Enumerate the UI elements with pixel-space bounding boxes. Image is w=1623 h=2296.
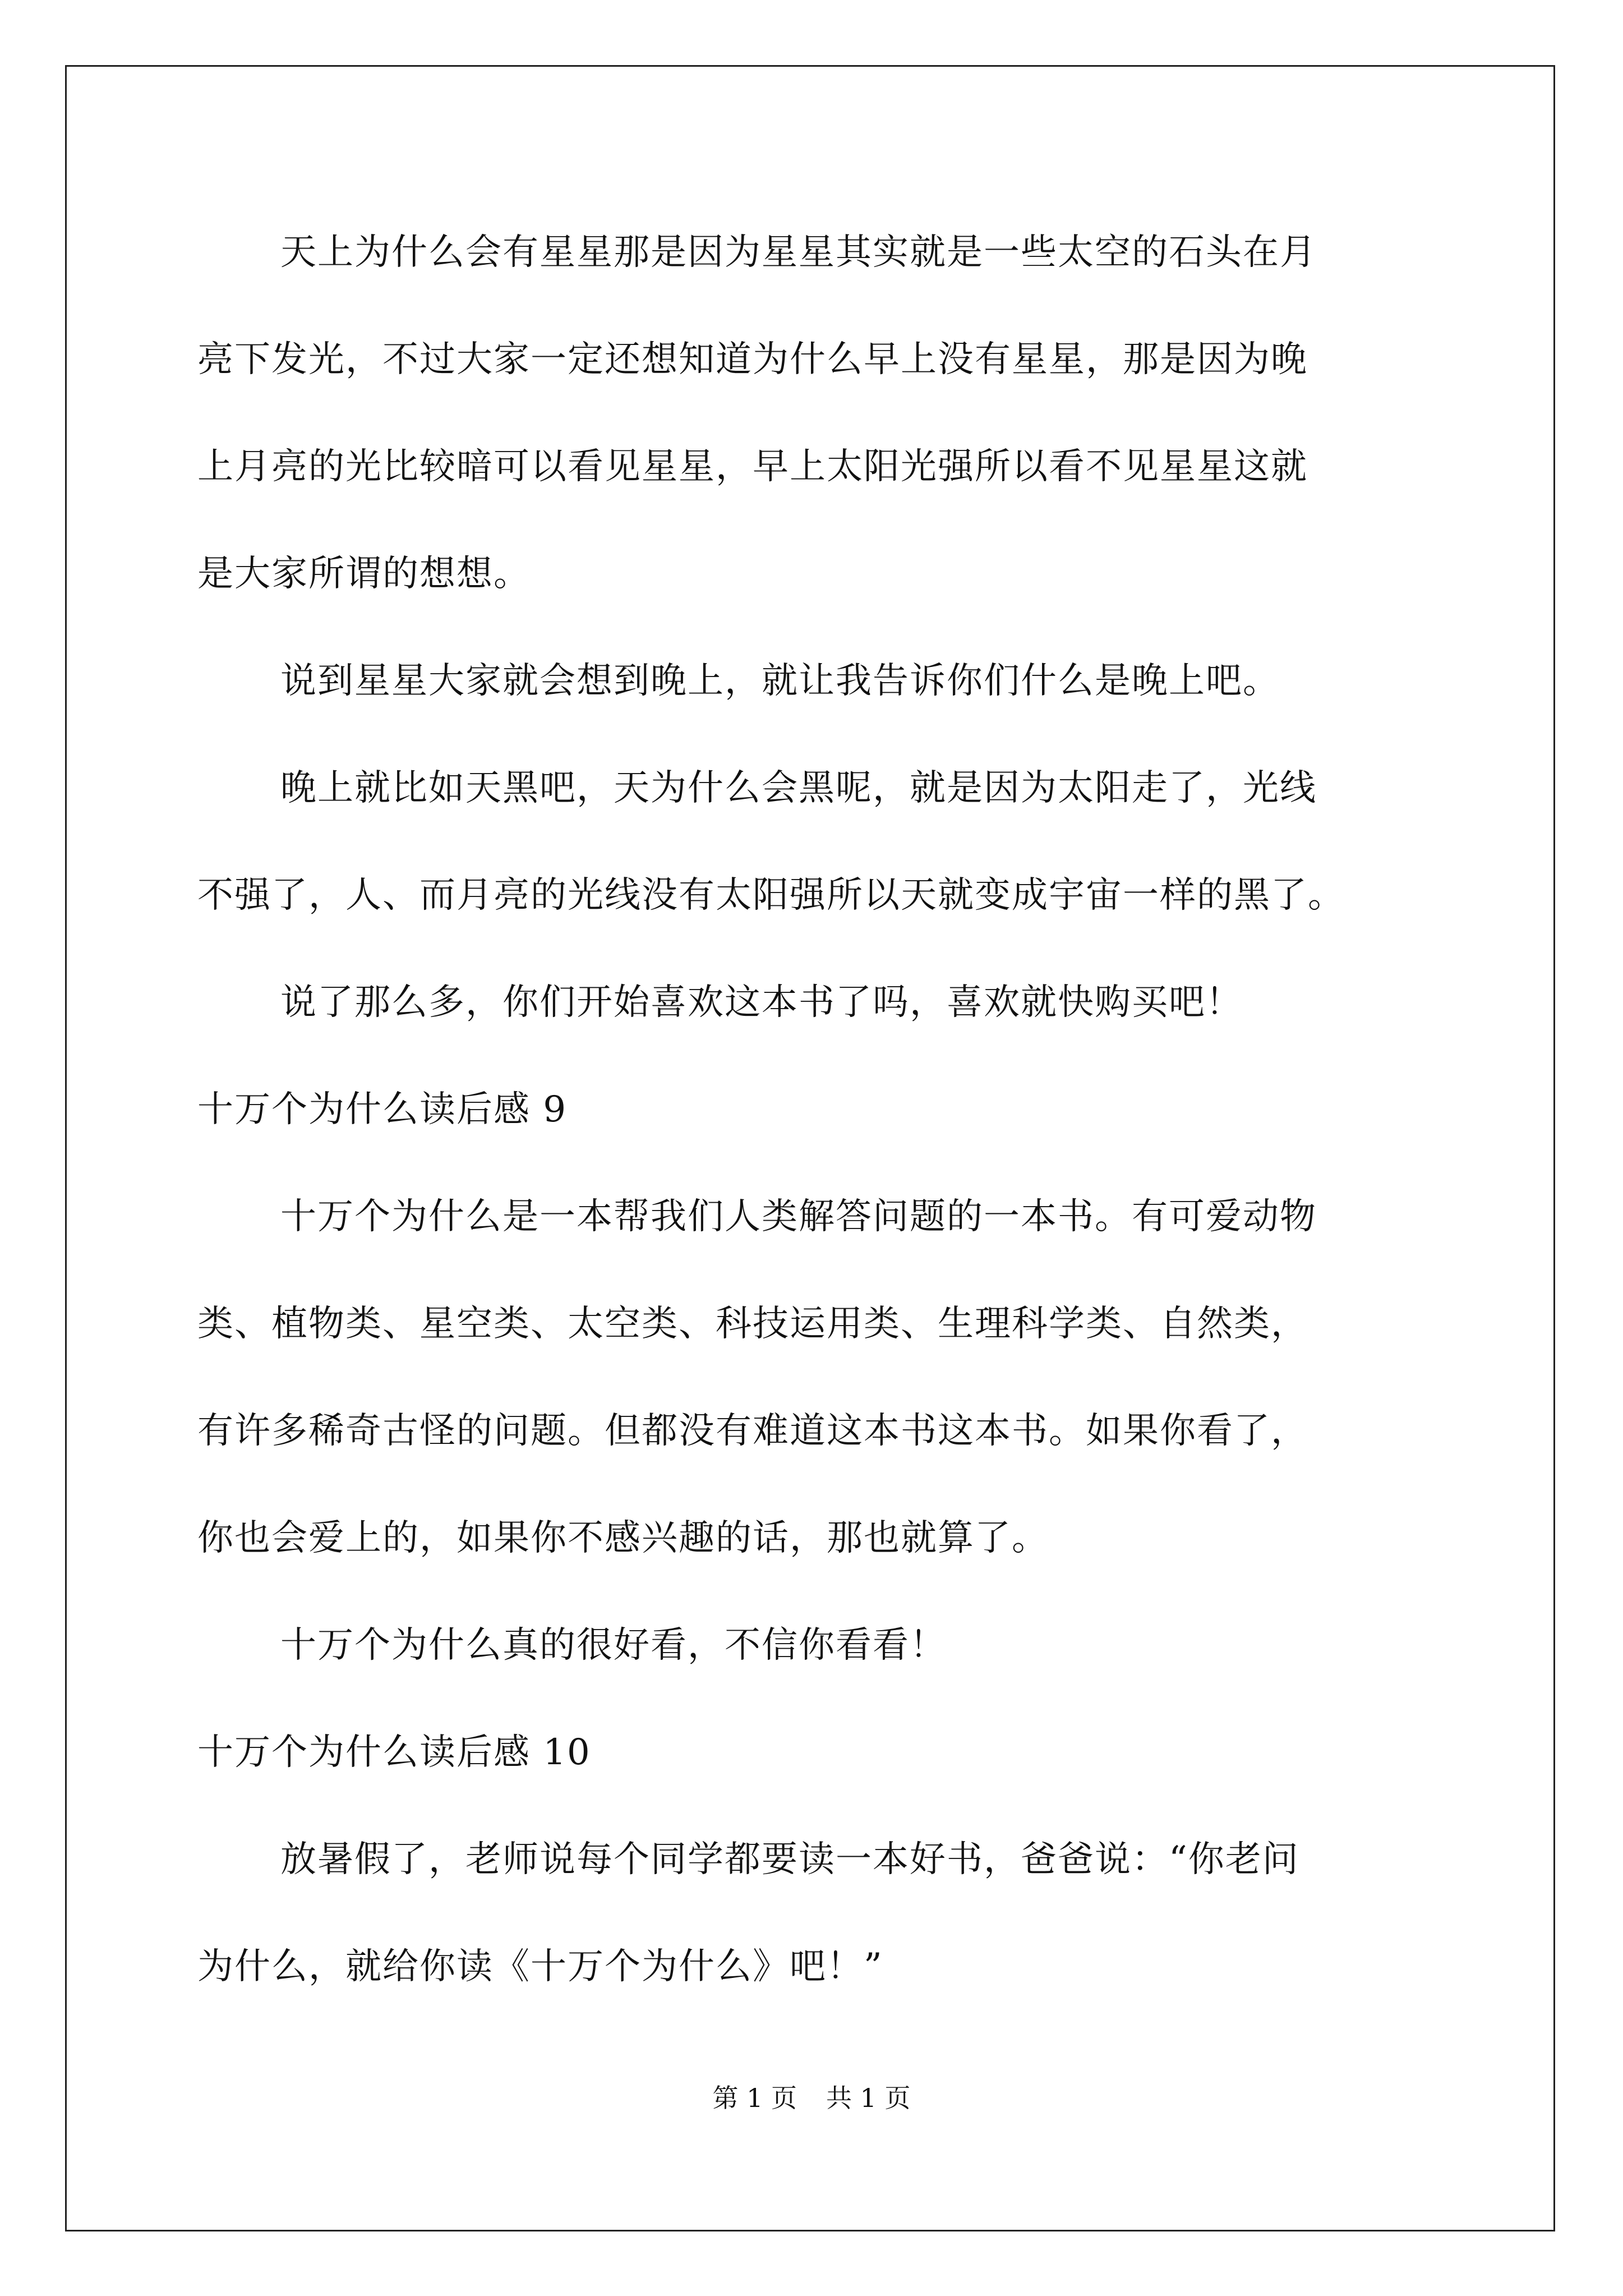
page-total: 共 1 页 (826, 2083, 911, 2113)
page-number: 第 1 页 (712, 2083, 797, 2113)
page-footer (0, 2081, 1623, 2115)
section-heading: 十万个为什么读后感 9 (197, 1089, 568, 1130)
document-body (197, 219, 1459, 2040)
text-line: 十万个为什么真的很好看，不信你看看！ (280, 1625, 947, 1666)
text-line: 是大家所谓的想想。 (197, 553, 531, 595)
text-line: 放暑假了，老师说每个同学都要读一本好书，爸爸说：“你老问 (280, 1839, 1299, 1880)
text-line: 晚上就比如天黑吧，天为什么会黑呢，就是因为太阳走了，光线 (280, 767, 1317, 809)
text-line: 十万个为什么是一本帮我们人类解答问题的一本书。有可爱动物 (280, 1196, 1317, 1237)
text-line: 天上为什么会有星星那是因为星星其实就是一些太空的石头在月 (280, 232, 1317, 273)
text-line: 亮下发光，不过大家一定还想知道为什么早上没有星星，那是因为晚 (197, 339, 1308, 380)
text-line: 说到星星大家就会想到晚上，就让我告诉你们什么是晚上吧。 (280, 660, 1280, 702)
text-line: 为什么，就给你读《十万个为什么》吧！” (197, 1946, 883, 1987)
text-line: 上月亮的光比较暗可以看见星星，早上太阳光强所以看不见星星这就 (197, 446, 1308, 487)
text-line: 类、植物类、星空类、太空类、科技运用类、生理科学类、自然类， (197, 1303, 1308, 1345)
section-heading: 十万个为什么读后感 10 (197, 1732, 591, 1773)
text-line: 你也会爱上的，如果你不感兴趣的话，那也就算了。 (197, 1517, 1049, 1559)
text-line: 不强了，人、而月亮的光线没有太阳强所以天就变成宇宙一样的黑了。 (197, 875, 1345, 916)
text-line: 有许多稀奇古怪的问题。但都没有难道这本书这本书。如果你看了， (197, 1410, 1308, 1452)
text-line: 说了那么多，你们开始喜欢这本书了吗，喜欢就快购买吧！ (280, 982, 1243, 1023)
